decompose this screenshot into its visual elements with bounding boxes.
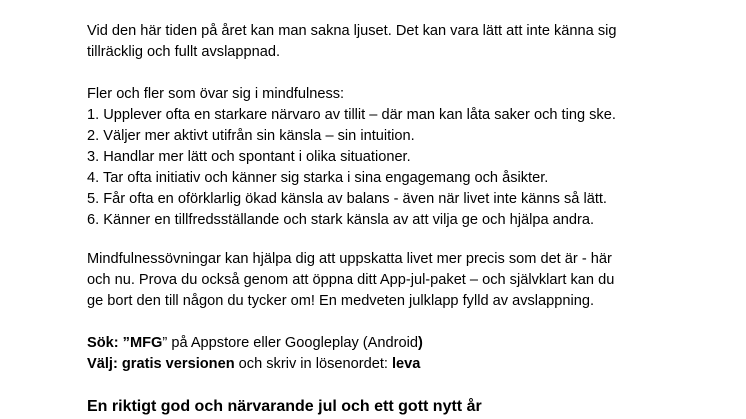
- search-app-name: MFG: [129, 335, 163, 351]
- benefits-lead: Fler och fler som övar sig i mindfulness:: [87, 86, 345, 102]
- benefit-item: 5. Får ofta en oförklarlig ökad känsla av balans - även när livet inte känns så lätt.: [87, 191, 607, 207]
- intro-line-1: Vid den här tiden på året kan man sakna ljuset. Det kan vara lätt att inte känna sig: [87, 23, 617, 39]
- search-middle: ” på Appstore eller Googleplay (Android: [162, 335, 418, 351]
- password: leva: [392, 356, 421, 372]
- benefit-item: 6. Känner en tillfredsställande och stark känsla av att vilja ge och hjälpa andra.: [87, 212, 595, 228]
- benefit-item: 4. Tar ofta initiativ och känner sig starka i sina engagemang och åsikter.: [87, 170, 549, 186]
- search-close: ): [417, 335, 423, 351]
- search-instruction: [87, 333, 423, 354]
- choose-prefix: Välj: gratis versionen: [87, 356, 235, 372]
- search-prefix: Sök: ”: [87, 335, 130, 351]
- choose-middle: och skriv in lösenordet:: [234, 356, 392, 372]
- intro-line-2: tillräcklig och fullt avslappnad.: [87, 44, 281, 60]
- closing-heading: En riktigt god och närvarande jul och ett gott nytt år: [87, 398, 482, 415]
- offer-line-2: och nu. Prova du också genom att öppna ditt App-jul-paket – och självklart kan du: [87, 272, 615, 288]
- benefit-item: 1. Upplever ofta en starkare närvaro av tillit – där man kan låta saker och ting ske.: [87, 107, 616, 123]
- benefit-item: 3. Handlar mer lätt och spontant i olika situationer.: [87, 149, 411, 165]
- choose-instruction: [87, 354, 420, 375]
- offer-line-3: ge bort den till någon du tycker om! En medveten julklapp fylld av avslappning.: [87, 293, 595, 309]
- offer-line-1: Mindfulnessövningar kan hjälpa dig att uppskatta livet mer precis som det är - här: [87, 251, 612, 267]
- benefit-item: 2. Väljer mer aktivt utifrån sin känsla – sin intuition.: [87, 128, 415, 144]
